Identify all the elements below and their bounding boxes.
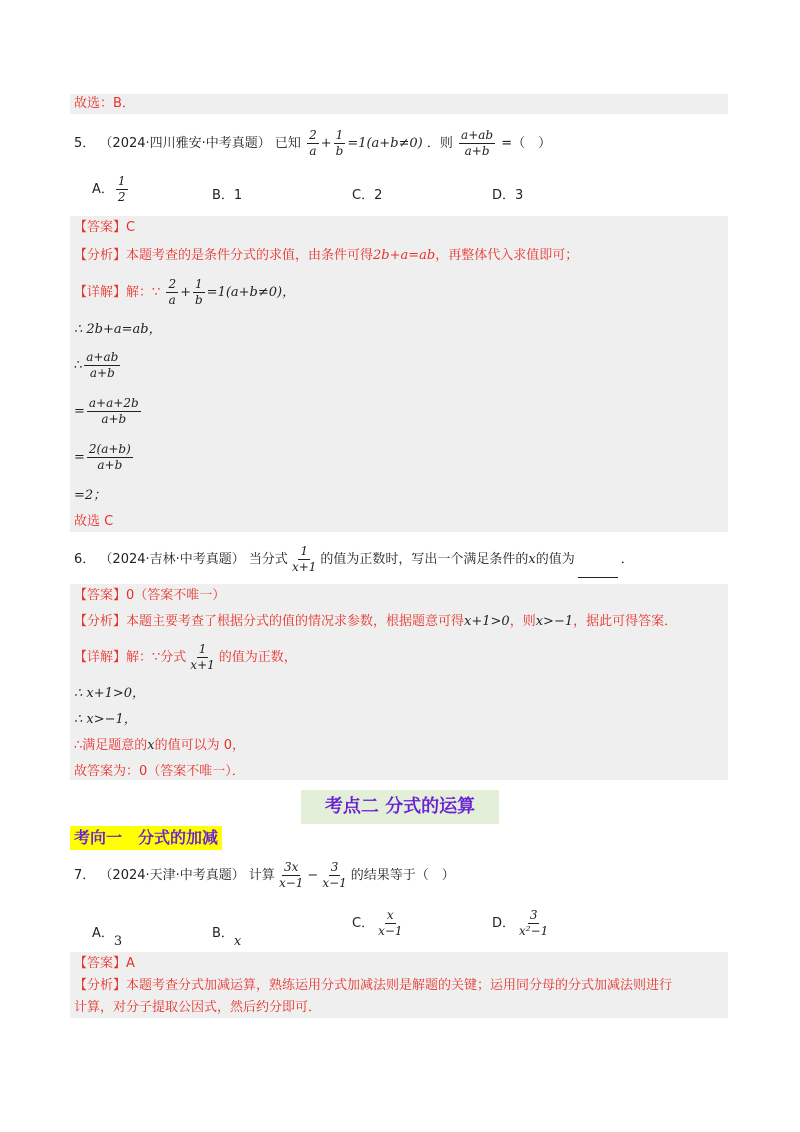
q6-conclusion: 故答案为：0（答案不唯一）． [74,764,245,779]
question-6-stem: 6． （2024·吉林·中考真题） 当分式 $\frac{1}{x+1}$ 的值为正数时，写出一个满足条件的x的值为 ． [74,542,634,578]
answer-block-prev [70,94,728,114]
question-number: 6． [74,552,96,567]
q5-conclusion: 故选 C [74,514,114,529]
q7-analysis-cont: 计算，对分子提取公因式，然后约分即可． [74,1000,322,1015]
q5-step-1: ∴ 2b+a=ab， [74,322,162,337]
q5-step-4: = $\frac{2(a+b)}{a+b}$ [74,442,131,472]
option-c: C．2 [352,188,383,203]
prev-conclusion: 故选：B． [74,96,135,111]
subsection-title: 考向一 分式的加减 [70,826,222,850]
q5-answer: 【答案】C [74,220,136,235]
q5-analysis: 【分析】本题考查的是条件分式的求值，由条件可得2b+a=ab，再整体代入求值即可； [74,248,579,263]
question-7-stem: 7． （2024·天津·中考真题） 计算 $\frac{3x}{x-1}$ − $\frac{3}{x-1}$ 的结果等于（ ） [74,860,455,890]
question-number: 5． [74,136,96,151]
answer-blank [578,563,618,578]
option-a: A． $\frac{1}{2}$ [92,174,126,204]
fraction: $\frac{a+ab}{a+b}$ [461,128,494,158]
question-number: 7． [74,868,96,883]
option-b: B．x [212,926,242,949]
q6-answer: 【答案】0（答案不唯一） [74,588,226,603]
fraction: $\frac{2}{a}$ [309,128,317,158]
option-a: A．3 [92,926,123,949]
option-d: D．3 [492,188,524,203]
q6-step-2: ∴ x>−1， [74,712,137,727]
q5-step-2: ∴ $\frac{a+ab}{a+b}$ [74,350,119,380]
q7-answer: 【答案】A [74,956,135,971]
q6-detail: 【详解】解：∵分式 $\frac{1}{x+1}$ 的值为正数， [74,642,297,672]
option-c: C． $\frac{x}{x-1}$ [352,908,403,938]
q7-analysis: 【分析】本题考查分式加减运算，熟练运用分式加减法则是解题的关键；运用同分母的分式加减法则进行 [74,978,673,993]
option-d: D． $\frac{3}{\text{x²−1}}$ [492,908,549,938]
q5-step-3: = $\frac{a+a+2b}{a+b}$ [74,396,139,426]
q6-step-1: ∴ x+1>0， [74,686,146,701]
q5-step-5: =2； [74,488,107,503]
q5-detail: 【详解】解：∵ $\frac{2}{a}$ + $\frac{1}{b}$ =1(a+b≠0)， [74,277,296,307]
question-5-stem: 5． （2024·四川雅安·中考真题） 已知 $\frac{2}{a}$ + $\frac{1}{b}$ =1(a+b≠0) ．则 $\frac{a+ab}{a+b}$ =（ ） [74,128,552,158]
q6-step-3: ∴满足题意的x的值可以为 0， [74,738,246,753]
question-source: （2024·吉林·中考真题） [99,552,245,567]
section-title: 考点二 分式的运算 [301,790,499,824]
question-source: （2024·四川雅安·中考真题） [99,136,271,151]
q6-analysis: 【分析】本题主要考查了根据分式的值的情况求参数，根据题意可得x+1>0，则x>−1，据此可得答案． [74,614,678,629]
question-source: （2024·天津·中考真题） [99,868,245,883]
fraction: $\frac{1}{b}$ [335,128,344,158]
option-b: B．1 [212,188,243,203]
